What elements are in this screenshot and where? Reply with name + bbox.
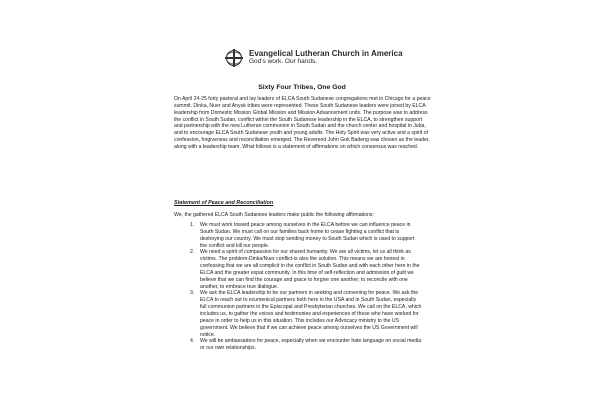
affirmations-intro: We, the gathered ELCA South Sudanese leaders make public the following affirmations: [174, 212, 374, 218]
letterhead [224, 48, 403, 68]
affirmation-item [190, 338, 422, 352]
document-title: Sixty Four Tribes, One God [258, 84, 346, 91]
elca-cross-logo-icon [224, 48, 244, 68]
affirmation-number: 2. [190, 249, 195, 256]
intro-paragraph: On April 24-25 forty pastoral and lay leaders of ELCA South Sudanese congregations met in Chicago for a peace summit. Dinka, Nuer and Anyuk tribes were represented. These South Sudanese leaders were joined by ELCA leadership from Domestic Mission Global Mission and Mission Advancement units. The purpose was to address the conflict in South Sudan, conflict within the South Sudanese leadership in the ELCA, to strengthen support and partnership with the new Lutheran communion in South Sudan and the church center and hospital in Juba, and to encourage ELCA South Sudanese youth and young adults. The Holy Spirit was very active and a spirit of confession, forgiveness and reconciliation emerged. The Reverend John Gok Badeng was chosen as the leader, along with a leadership team. What follows is a statement of affirmations on which consensus was reached. [174, 96, 431, 150]
affirmation-number: 4. [190, 338, 195, 345]
org-name: Evangelical Lutheran Church in America [249, 49, 403, 59]
affirmation-number: 1. [190, 222, 195, 228]
org-tagline: God's work. Our hands. [249, 57, 318, 65]
affirmation-text: We need a spirit of compassion for our shared humanity. We are all victims, let us all think as victims. The problem-Dinka/Nuer conflict-is also the solution. This means we are honest in confessing that we are all complicit in the conflict in South Sudan and with each other here in the ELCA and the greater expat community. In this time of self-reflection and admission of guilt we believe that we can find the courage and grace to forgive one another; to reconcile with one another, to embrace true dialogue. [200, 249, 420, 290]
org-text-block [249, 50, 403, 65]
affirmation-item [190, 249, 422, 290]
affirmation-item [190, 290, 422, 338]
affirmation-text: We will be ambassadors for peace, especially when we encounter hate language on social media or our own relationships. [200, 338, 422, 352]
affirmation-text: We ask the ELCA leadership to be our partners in seeking and convening for peace. We ask the ELCA to reach out to ecumenical partners both here in the USA and in South Sudan, especially full communion partners in the Episcopal and Presbyterian churches. We call on the ELCA, which includes us, to gather the voices and testimonies and experiences of those who have worked for peace in order to help us in this situation. This includes our Advocacy ministry to the US government. We believe that if we can achieve peace among ourselves the US Government will notice. [200, 290, 422, 338]
document-page [154, 0, 450, 400]
statement-heading: Statement of Peace and Reconciliation [174, 200, 274, 206]
affirmations-list [190, 222, 422, 352]
affirmation-number: 3. [190, 290, 195, 297]
affirmation-item [190, 222, 422, 249]
affirmation-text: We must work toward peace among ourselves in the ELCA before we can influence peace in South Sudan. We must call on our families back home to cease fighting a conflict that is destroying our country. We must stop sending money to South Sudan which is used to support the conflict and kill our people. [200, 222, 415, 249]
